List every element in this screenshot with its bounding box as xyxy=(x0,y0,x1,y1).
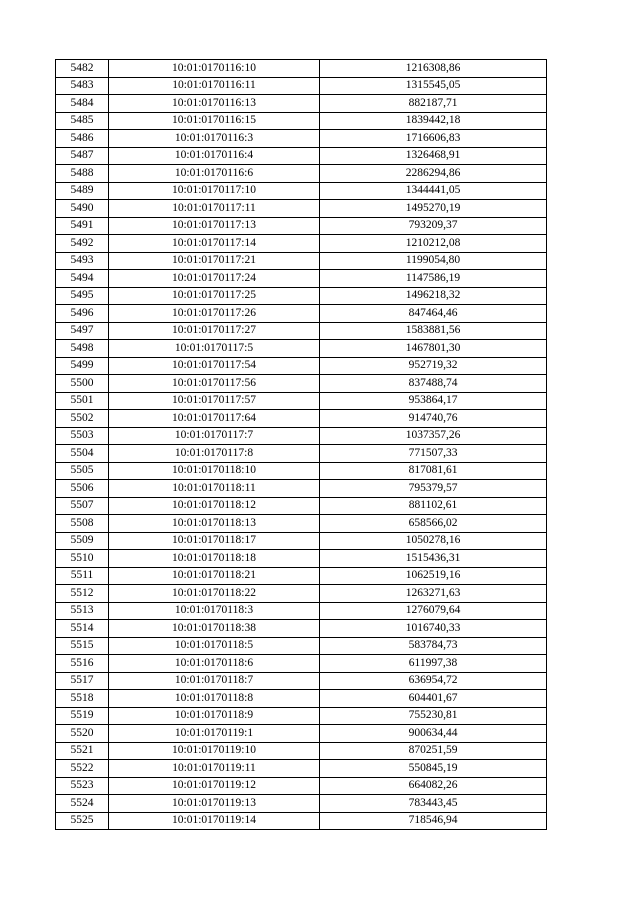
table-row xyxy=(56,410,547,428)
row-number-cell: 5492 xyxy=(56,235,109,253)
table-row xyxy=(56,235,547,253)
row-number-cell: 5507 xyxy=(56,497,109,515)
row-number-cell: 5508 xyxy=(56,515,109,533)
cadastral-value-cell: 1210212,08 xyxy=(320,235,547,253)
row-number-cell: 5483 xyxy=(56,77,109,95)
cadastral-value-cell: 837488,74 xyxy=(320,375,547,393)
table-row xyxy=(56,270,547,288)
cadastral-number-cell: 10:01:0170118:6 xyxy=(109,655,320,673)
cadastral-number-cell: 10:01:0170119:14 xyxy=(109,812,320,830)
table-row xyxy=(56,130,547,148)
cadastral-value-cell: 1037357,26 xyxy=(320,427,547,445)
cadastral-number-cell: 10:01:0170119:11 xyxy=(109,760,320,778)
cadastral-number-cell: 10:01:0170119:12 xyxy=(109,777,320,795)
table-row xyxy=(56,147,547,165)
row-number-cell: 5515 xyxy=(56,637,109,655)
row-number-cell: 5490 xyxy=(56,200,109,218)
cadastral-value-cell: 900634,44 xyxy=(320,725,547,743)
cadastral-number-cell: 10:01:0170117:64 xyxy=(109,410,320,428)
cadastral-number-cell: 10:01:0170119:10 xyxy=(109,742,320,760)
cadastral-number-cell: 10:01:0170118:12 xyxy=(109,497,320,515)
cadastral-value-cell: 1583881,56 xyxy=(320,322,547,340)
row-number-cell: 5482 xyxy=(56,60,109,78)
cadastral-number-cell: 10:01:0170117:7 xyxy=(109,427,320,445)
cadastral-number-cell: 10:01:0170116:4 xyxy=(109,147,320,165)
cadastral-value-cell: 847464,46 xyxy=(320,305,547,323)
cadastral-number-cell: 10:01:0170118:17 xyxy=(109,532,320,550)
table-row xyxy=(56,707,547,725)
row-number-cell: 5512 xyxy=(56,585,109,603)
row-number-cell: 5488 xyxy=(56,165,109,183)
table-row xyxy=(56,462,547,480)
table-row xyxy=(56,182,547,200)
table-row xyxy=(56,287,547,305)
cadastral-number-cell: 10:01:0170116:13 xyxy=(109,95,320,113)
row-number-cell: 5499 xyxy=(56,357,109,375)
row-number-cell: 5525 xyxy=(56,812,109,830)
cadastral-value-cell: 1016740,33 xyxy=(320,620,547,638)
row-number-cell: 5491 xyxy=(56,217,109,235)
row-number-cell: 5516 xyxy=(56,655,109,673)
cadastral-value-cell: 550845,19 xyxy=(320,760,547,778)
row-number-cell: 5522 xyxy=(56,760,109,778)
cadastral-number-cell: 10:01:0170117:8 xyxy=(109,445,320,463)
row-number-cell: 5510 xyxy=(56,550,109,568)
row-number-cell: 5501 xyxy=(56,392,109,410)
row-number-cell: 5485 xyxy=(56,112,109,130)
cadastral-value-cell: 1276079,64 xyxy=(320,602,547,620)
cadastral-value-cell: 1147586,19 xyxy=(320,270,547,288)
cadastral-number-cell: 10:01:0170117:10 xyxy=(109,182,320,200)
table-row xyxy=(56,375,547,393)
cadastral-value-cell: 953864,17 xyxy=(320,392,547,410)
cadastral-number-cell: 10:01:0170118:38 xyxy=(109,620,320,638)
cadastral-number-cell: 10:01:0170118:3 xyxy=(109,602,320,620)
cadastral-number-cell: 10:01:0170118:7 xyxy=(109,672,320,690)
row-number-cell: 5505 xyxy=(56,462,109,480)
table-row xyxy=(56,322,547,340)
row-number-cell: 5517 xyxy=(56,672,109,690)
cadastral-value-cell: 817081,61 xyxy=(320,462,547,480)
table-row xyxy=(56,252,547,270)
table-row xyxy=(56,357,547,375)
table-row xyxy=(56,585,547,603)
row-number-cell: 5509 xyxy=(56,532,109,550)
cadastral-value-cell: 783443,45 xyxy=(320,795,547,813)
row-number-cell: 5486 xyxy=(56,130,109,148)
cadastral-value-cell: 1496218,32 xyxy=(320,287,547,305)
row-number-cell: 5518 xyxy=(56,690,109,708)
row-number-cell: 5484 xyxy=(56,95,109,113)
cadastral-value-cell: 1467801,30 xyxy=(320,340,547,358)
row-number-cell: 5497 xyxy=(56,322,109,340)
table-row xyxy=(56,165,547,183)
row-number-cell: 5511 xyxy=(56,567,109,585)
cadastral-value-cell: 604401,67 xyxy=(320,690,547,708)
cadastral-number-cell: 10:01:0170117:27 xyxy=(109,322,320,340)
table-row xyxy=(56,760,547,778)
table-row xyxy=(56,812,547,830)
table-row xyxy=(56,690,547,708)
table-row xyxy=(56,95,547,113)
row-number-cell: 5506 xyxy=(56,480,109,498)
cadastral-value-cell: 1326468,91 xyxy=(320,147,547,165)
cadastral-number-cell: 10:01:0170118:8 xyxy=(109,690,320,708)
cadastral-value-cell: 755230,81 xyxy=(320,707,547,725)
table-row xyxy=(56,77,547,95)
table-row xyxy=(56,217,547,235)
table-row xyxy=(56,392,547,410)
table-row xyxy=(56,777,547,795)
row-number-cell: 5503 xyxy=(56,427,109,445)
cadastral-value-cell: 718546,94 xyxy=(320,812,547,830)
cadastral-number-cell: 10:01:0170117:14 xyxy=(109,235,320,253)
table-row xyxy=(56,200,547,218)
cadastral-value-cell: 636954,72 xyxy=(320,672,547,690)
cadastral-value-cell: 1062519,16 xyxy=(320,567,547,585)
row-number-cell: 5519 xyxy=(56,707,109,725)
cadastral-value-cell: 1315545,05 xyxy=(320,77,547,95)
row-number-cell: 5496 xyxy=(56,305,109,323)
cadastral-number-cell: 10:01:0170118:22 xyxy=(109,585,320,603)
cadastral-number-cell: 10:01:0170118:10 xyxy=(109,462,320,480)
cadastral-number-cell: 10:01:0170117:11 xyxy=(109,200,320,218)
cadastral-number-cell: 10:01:0170117:56 xyxy=(109,375,320,393)
cadastral-value-cell: 1716606,83 xyxy=(320,130,547,148)
row-number-cell: 5500 xyxy=(56,375,109,393)
cadastral-number-cell: 10:01:0170117:26 xyxy=(109,305,320,323)
row-number-cell: 5514 xyxy=(56,620,109,638)
table-row xyxy=(56,602,547,620)
cadastral-value-cell: 793209,37 xyxy=(320,217,547,235)
table-row xyxy=(56,427,547,445)
table-row xyxy=(56,497,547,515)
cadastral-number-cell: 10:01:0170117:13 xyxy=(109,217,320,235)
cadastral-number-cell: 10:01:0170117:21 xyxy=(109,252,320,270)
table-body xyxy=(56,60,547,830)
row-number-cell: 5520 xyxy=(56,725,109,743)
row-number-cell: 5521 xyxy=(56,742,109,760)
cadastral-value-cell: 1050278,16 xyxy=(320,532,547,550)
table-row xyxy=(56,480,547,498)
cadastral-number-cell: 10:01:0170119:13 xyxy=(109,795,320,813)
cadastral-number-cell: 10:01:0170118:5 xyxy=(109,637,320,655)
cadastral-value-cell: 914740,76 xyxy=(320,410,547,428)
cadastral-number-cell: 10:01:0170119:1 xyxy=(109,725,320,743)
table-row xyxy=(56,795,547,813)
cadastral-value-cell: 611997,38 xyxy=(320,655,547,673)
cadastral-number-cell: 10:01:0170118:9 xyxy=(109,707,320,725)
table-row xyxy=(56,305,547,323)
cadastral-value-cell: 1199054,80 xyxy=(320,252,547,270)
cadastral-number-cell: 10:01:0170116:11 xyxy=(109,77,320,95)
cadastral-number-cell: 10:01:0170117:57 xyxy=(109,392,320,410)
table-row xyxy=(56,532,547,550)
table-row xyxy=(56,567,547,585)
cadastral-value-cell: 881102,61 xyxy=(320,497,547,515)
table-row xyxy=(56,515,547,533)
table-row xyxy=(56,672,547,690)
row-number-cell: 5495 xyxy=(56,287,109,305)
table-row xyxy=(56,445,547,463)
cadastral-value-cell: 870251,59 xyxy=(320,742,547,760)
row-number-cell: 5513 xyxy=(56,602,109,620)
cadastral-number-cell: 10:01:0170118:13 xyxy=(109,515,320,533)
table-row xyxy=(56,655,547,673)
cadastral-number-cell: 10:01:0170118:21 xyxy=(109,567,320,585)
row-number-cell: 5524 xyxy=(56,795,109,813)
cadastral-number-cell: 10:01:0170117:25 xyxy=(109,287,320,305)
table-row xyxy=(56,620,547,638)
cadastral-number-cell: 10:01:0170116:6 xyxy=(109,165,320,183)
table-row xyxy=(56,112,547,130)
table-row xyxy=(56,340,547,358)
cadastral-value-cell: 1216308,86 xyxy=(320,60,547,78)
cadastral-value-cell: 952719,32 xyxy=(320,357,547,375)
cadastral-value-cell: 2286294,86 xyxy=(320,165,547,183)
cadastral-number-cell: 10:01:0170118:18 xyxy=(109,550,320,568)
cadastral-value-cell: 1344441,05 xyxy=(320,182,547,200)
row-number-cell: 5504 xyxy=(56,445,109,463)
cadastral-value-cell: 1515436,31 xyxy=(320,550,547,568)
cadastral-number-cell: 10:01:0170116:15 xyxy=(109,112,320,130)
cadastral-number-cell: 10:01:0170118:11 xyxy=(109,480,320,498)
row-number-cell: 5489 xyxy=(56,182,109,200)
table-row xyxy=(56,742,547,760)
cadastral-number-cell: 10:01:0170117:24 xyxy=(109,270,320,288)
table-row xyxy=(56,60,547,78)
cadastral-value-cell: 664082,26 xyxy=(320,777,547,795)
row-number-cell: 5494 xyxy=(56,270,109,288)
row-number-cell: 5487 xyxy=(56,147,109,165)
cadastral-value-cell: 583784,73 xyxy=(320,637,547,655)
cadastral-value-cell: 658566,02 xyxy=(320,515,547,533)
cadastral-number-cell: 10:01:0170116:3 xyxy=(109,130,320,148)
cadastral-value-table xyxy=(55,59,547,830)
cadastral-value-cell: 1495270,19 xyxy=(320,200,547,218)
table-row xyxy=(56,725,547,743)
cadastral-value-cell: 771507,33 xyxy=(320,445,547,463)
cadastral-number-cell: 10:01:0170116:10 xyxy=(109,60,320,78)
cadastral-number-cell: 10:01:0170117:5 xyxy=(109,340,320,358)
cadastral-value-cell: 795379,57 xyxy=(320,480,547,498)
table-row xyxy=(56,637,547,655)
table-row xyxy=(56,550,547,568)
row-number-cell: 5498 xyxy=(56,340,109,358)
cadastral-value-cell: 1839442,18 xyxy=(320,112,547,130)
row-number-cell: 5502 xyxy=(56,410,109,428)
cadastral-number-cell: 10:01:0170117:54 xyxy=(109,357,320,375)
cadastral-value-cell: 882187,71 xyxy=(320,95,547,113)
row-number-cell: 5493 xyxy=(56,252,109,270)
row-number-cell: 5523 xyxy=(56,777,109,795)
cadastral-value-cell: 1263271,63 xyxy=(320,585,547,603)
